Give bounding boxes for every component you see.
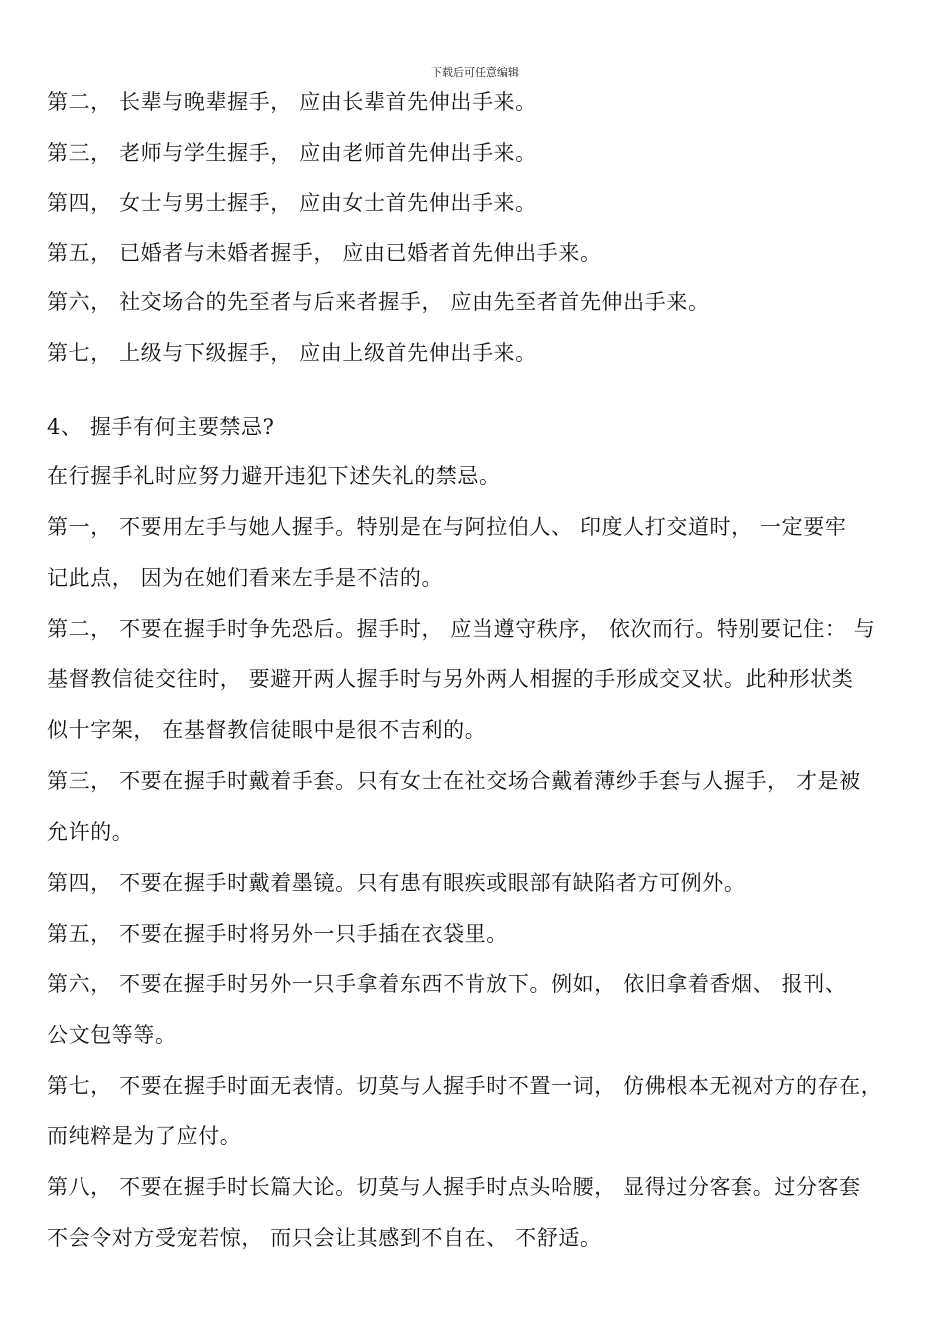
- section-heading: 4、 握手有何主要禁忌?: [47, 415, 275, 439]
- paragraph-line: 不会令对方受宠若惊， 而只会让其感到不自在、 不舒适。: [47, 1226, 602, 1250]
- paragraph-line: 第七， 上级与下级握手， 应由上级首先伸出手来。: [47, 341, 537, 365]
- paragraph-line: 在行握手礼时应努力避开违犯下述失礼的禁忌。: [47, 464, 501, 488]
- paragraph-line: 第四， 女士与男士握手， 应由女士首先伸出手来。: [47, 191, 537, 215]
- paragraph-line: 第一， 不要用左手与她人握手。特别是在与阿拉伯人、 印度人打交道时， 一定要牢: [47, 515, 847, 539]
- paragraph-line: 记此点， 因为在她们看来左手是不洁的。: [47, 566, 444, 590]
- paragraph-line: 第五， 不要在握手时将另外一只手插在衣袋里。: [47, 922, 508, 946]
- page-header-note: 下载后可任意编辑: [431, 66, 519, 79]
- paragraph-line: 第五， 已婚者与未婚者握手， 应由已婚者首先伸出手来。: [47, 241, 602, 265]
- paragraph-line: 第四， 不要在握手时戴着墨镜。只有患有眼疾或眼部有缺陷者方可例外。: [47, 871, 746, 895]
- paragraph-line: 第二， 不要在握手时争先恐后。握手时， 应当遵守秩序， 依次而行。特别要记住： 与: [47, 617, 876, 641]
- paragraph-line: 基督教信徒交往时， 要避开两人握手时与另外两人相握的手形成交叉状。此种形状类: [47, 667, 854, 691]
- paragraph-line: 第七， 不要在握手时面无表情。切莫与人握手时不置一词， 仿佛根本无视对方的存在，: [47, 1074, 883, 1098]
- paragraph-line: 第三， 老师与学生握手， 应由老师首先伸出手来。: [47, 141, 537, 165]
- paragraph-line: 似十字架， 在基督教信徒眼中是很不吉利的。: [47, 718, 487, 742]
- paragraph-line: 第六， 不要在握手时另外一只手拿着东西不肯放下。例如， 依旧拿着香烟、 报刊、: [47, 972, 847, 996]
- paragraph-line: 公文包等等。: [47, 1023, 177, 1047]
- paragraph-line: 而纯粹是为了应付。: [47, 1124, 242, 1148]
- paragraph-line: 第八， 不要在握手时长篇大论。切莫与人握手时点头哈腰， 显得过分客套。过分客套: [47, 1175, 861, 1199]
- paragraph-line: 第三， 不要在握手时戴着手套。只有女士在社交场合戴着薄纱手套与人握手， 才是被: [47, 769, 861, 793]
- paragraph-line: 第六， 社交场合的先至者与后来者握手， 应由先至者首先伸出手来。: [47, 290, 710, 314]
- paragraph-line: 允许的。: [47, 820, 134, 844]
- paragraph-line: 第二， 长辈与晚辈握手， 应由长辈首先伸出手来。: [47, 90, 537, 114]
